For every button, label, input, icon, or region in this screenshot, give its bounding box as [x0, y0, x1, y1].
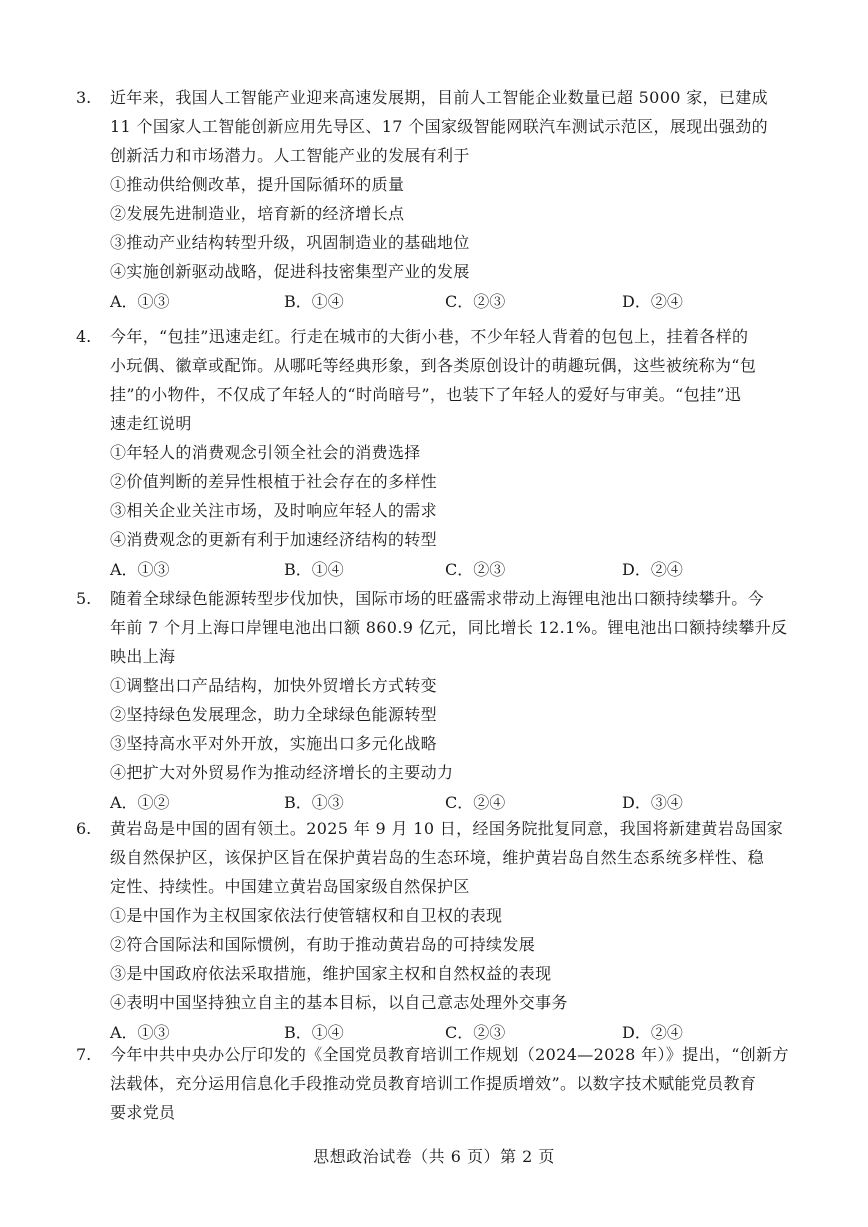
question-stem-line: 定性、持续性。中国建立黄岩岛国家级自然保护区 — [110, 877, 470, 896]
question-stem-line: 级自然保护区，该保护区旨在保护黄岩岛的生态环境，维护黄岩岛自然生态系统多样性、稳 — [110, 848, 765, 867]
statement-4: ④实施创新驱动战略，促进科技密集型产业的发展 — [110, 262, 470, 281]
option-a: A．①③ — [110, 292, 170, 311]
statement-2: ②发展先进制造业，培育新的经济增长点 — [110, 204, 405, 223]
question-stem-line: 创新活力和市场潜力。人工智能产业的发展有利于 — [110, 146, 470, 165]
option-c: C．②④ — [445, 793, 506, 812]
question-number: 4. — [76, 327, 92, 346]
statement-4: ④表明中国坚持独立自主的基本目标，以自己意志处理外交事务 — [110, 993, 568, 1012]
statement-4: ④消费观念的更新有利于加速经济结构的转型 — [110, 530, 438, 549]
option-d: D．②④ — [622, 1023, 683, 1042]
question-stem-line: 挂”的小物件，不仅成了年轻人的“时尚暗号”，也装下了年轻人的爱好与审美。“包挂”迅 — [110, 385, 742, 404]
question-stem-line: 法载体，充分运用信息化手段推动党员教育培训工作提质增效”。以数字技术赋能党员教育 — [110, 1074, 757, 1093]
option-c: C．②③ — [445, 1023, 506, 1042]
statement-1: ①是中国作为主权国家依法行使管辖权和自卫权的表现 — [110, 906, 503, 925]
question-stem-line: 黄岩岛是中国的固有领土。2025 年 9 月 10 日，经国务院批复同意，我国将新建黄岩岛国家 — [110, 819, 784, 838]
statement-1: ①调整出口产品结构，加快外贸增长方式转变 — [110, 676, 438, 695]
option-c: C．②③ — [445, 560, 506, 579]
option-b: B．①④ — [284, 292, 344, 311]
question-number: 6. — [76, 819, 92, 838]
statement-2: ②价值判断的差异性根植于社会存在的多样性 — [110, 472, 438, 491]
page-footer: 思想政治试卷（共 6 页）第 2 页 — [313, 1147, 555, 1166]
question-stem-line: 近年来，我国人工智能产业迎来高速发展期，目前人工智能企业数量已超 5000 家，已建成 — [110, 88, 768, 107]
question-number: 7. — [76, 1045, 92, 1064]
option-d: D．②④ — [622, 560, 683, 579]
question-stem-line: 今年，“包挂”迅速走红。行走在城市的大街小巷，不少年轻人背着的包包上，挂着各样的 — [110, 327, 749, 346]
option-a: A．①② — [110, 793, 170, 812]
question-number: 3. — [76, 88, 92, 107]
statement-1: ①年轻人的消费观念引领全社会的消费选择 — [110, 443, 421, 462]
question-stem-line: 要求党员 — [110, 1103, 176, 1122]
option-a: A．①③ — [110, 560, 170, 579]
statement-2: ②符合国际法和国际惯例，有助于推动黄岩岛的可持续发展 — [110, 935, 536, 954]
question-stem-line: 随着全球绿色能源转型步伐加快，国际市场的旺盛需求带动上海锂电池出口额持续攀升。今 — [110, 589, 765, 608]
option-d: D．③④ — [622, 793, 683, 812]
question-stem-line: 速走红说明 — [110, 414, 192, 433]
statement-2: ②坚持绿色发展理念，助力全球绿色能源转型 — [110, 705, 438, 724]
question-stem-line: 小玩偶、徽章或配饰。从哪吒等经典形象，到各类原创设计的萌趣玩偶，这些被统称为“包 — [110, 356, 757, 375]
statement-3: ③相关企业关注市场，及时响应年轻人的需求 — [110, 501, 438, 520]
option-c: C．②③ — [445, 292, 506, 311]
statement-4: ④把扩大对外贸易作为推动经济增长的主要动力 — [110, 763, 454, 782]
option-a: A．①③ — [110, 1023, 170, 1042]
statement-3: ③是中国政府依法采取措施，维护国家主权和自然权益的表现 — [110, 964, 552, 983]
question-stem-line: 11 个国家人工智能创新应用先导区、17 个国家级智能网联汽车测试示范区，展现出强劲的 — [110, 117, 768, 136]
option-b: B．①④ — [284, 1023, 344, 1042]
option-b: B．①④ — [284, 560, 344, 579]
option-b: B．①③ — [284, 793, 344, 812]
statement-3: ③坚持高水平对外开放，实施出口多元化战略 — [110, 734, 438, 753]
option-d: D．②④ — [622, 292, 683, 311]
question-stem-line: 今年中共中央办公厅印发的《全国党员教育培训工作规划（2024—2028 年）》提出，“创新方 — [110, 1045, 789, 1064]
statement-1: ①推动供给侧改革，提升国际循环的质量 — [110, 175, 405, 194]
question-number: 5. — [76, 589, 92, 608]
question-stem-line: 映出上海 — [110, 647, 176, 666]
question-stem-line: 年前 7 个月上海口岸锂电池出口额 860.9 亿元，同比增长 12.1%。锂电池出口额持续攀升反 — [110, 618, 788, 637]
statement-3: ③推动产业结构转型升级，巩固制造业的基础地位 — [110, 233, 470, 252]
